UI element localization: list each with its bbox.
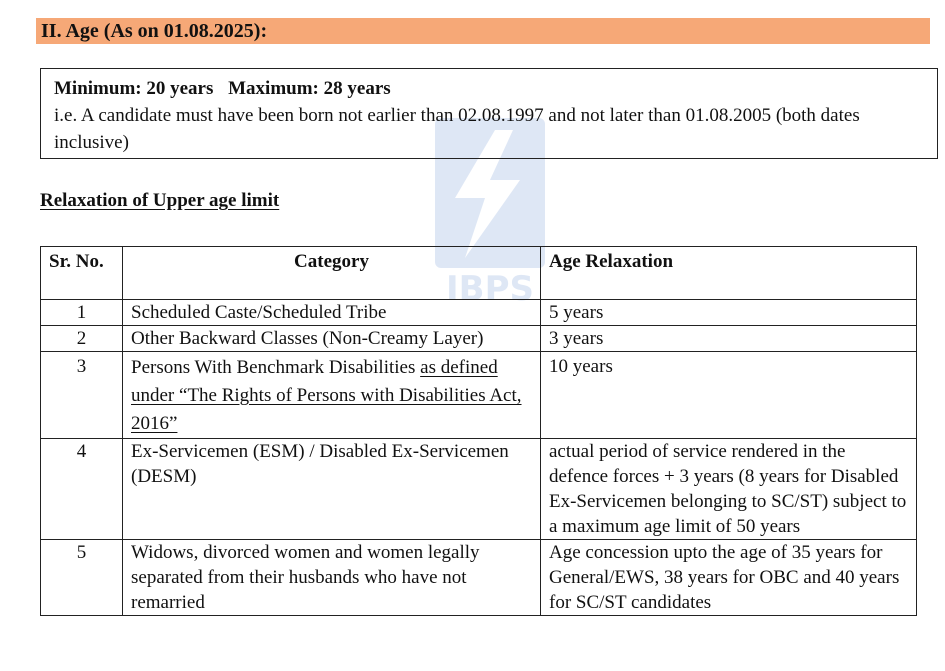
- row-relaxation: 3 years: [541, 326, 917, 352]
- row-category-underlined: as defined under “The Rights of Persons with Disabilities Act, 2016”: [131, 357, 522, 434]
- column-header-category: Category: [123, 247, 541, 300]
- table-row: [41, 326, 917, 352]
- age-relaxation-table: [40, 246, 917, 616]
- relaxation-heading: Relaxation of Upper age limit: [40, 190, 280, 211]
- minimum-age: Minimum: 20 years: [54, 78, 214, 99]
- row-category: Scheduled Caste/Scheduled Tribe: [123, 300, 541, 326]
- watermark-text: IBPS: [446, 269, 534, 309]
- age-min-max: [54, 75, 925, 102]
- row-sr: 4: [41, 439, 123, 540]
- row-relaxation: 5 years: [541, 300, 917, 326]
- table-row: [41, 352, 917, 439]
- row-category-plain: Persons With Benchmark Disabilities: [131, 357, 421, 378]
- row-relaxation: actual period of service rendered in the defence forces + 3 years (8 years for Disabled Ex-Servicemen belonging to SC/ST) subject to a maximum age limit of 50 years: [541, 439, 917, 540]
- column-header-age-relaxation: Age Relaxation: [541, 247, 917, 300]
- row-sr: 1: [41, 300, 123, 326]
- age-limit-box: [40, 68, 938, 159]
- table-row: [41, 439, 917, 540]
- row-sr: 3: [41, 352, 123, 439]
- row-category: [123, 352, 541, 439]
- row-relaxation: 10 years: [541, 352, 917, 439]
- column-header-sr-no: Sr. No.: [41, 247, 123, 300]
- section-title: II. Age (As on 01.08.2025):: [36, 18, 930, 44]
- row-relaxation: Age concession upto the age of 35 years for General/EWS, 38 years for OBC and 40 years for SC/ST candidates: [541, 540, 917, 616]
- row-category: Widows, divorced women and women legally separated from their husbands who have not remarried: [123, 540, 541, 616]
- table-row: [41, 540, 917, 616]
- row-category: Other Backward Classes (Non-Creamy Layer): [123, 326, 541, 352]
- row-sr: 5: [41, 540, 123, 616]
- row-sr: 2: [41, 326, 123, 352]
- table-header-row: [41, 247, 917, 300]
- birth-date-note: i.e. A candidate must have been born not earlier than 02.08.1997 and not later than 01.08.2005 (both dates inclusive): [54, 105, 860, 153]
- row-category: Ex-Servicemen (ESM) / Disabled Ex-Servicemen (DESM): [123, 439, 541, 540]
- maximum-age: Maximum: 28 years: [228, 78, 391, 99]
- table-row: [41, 300, 917, 326]
